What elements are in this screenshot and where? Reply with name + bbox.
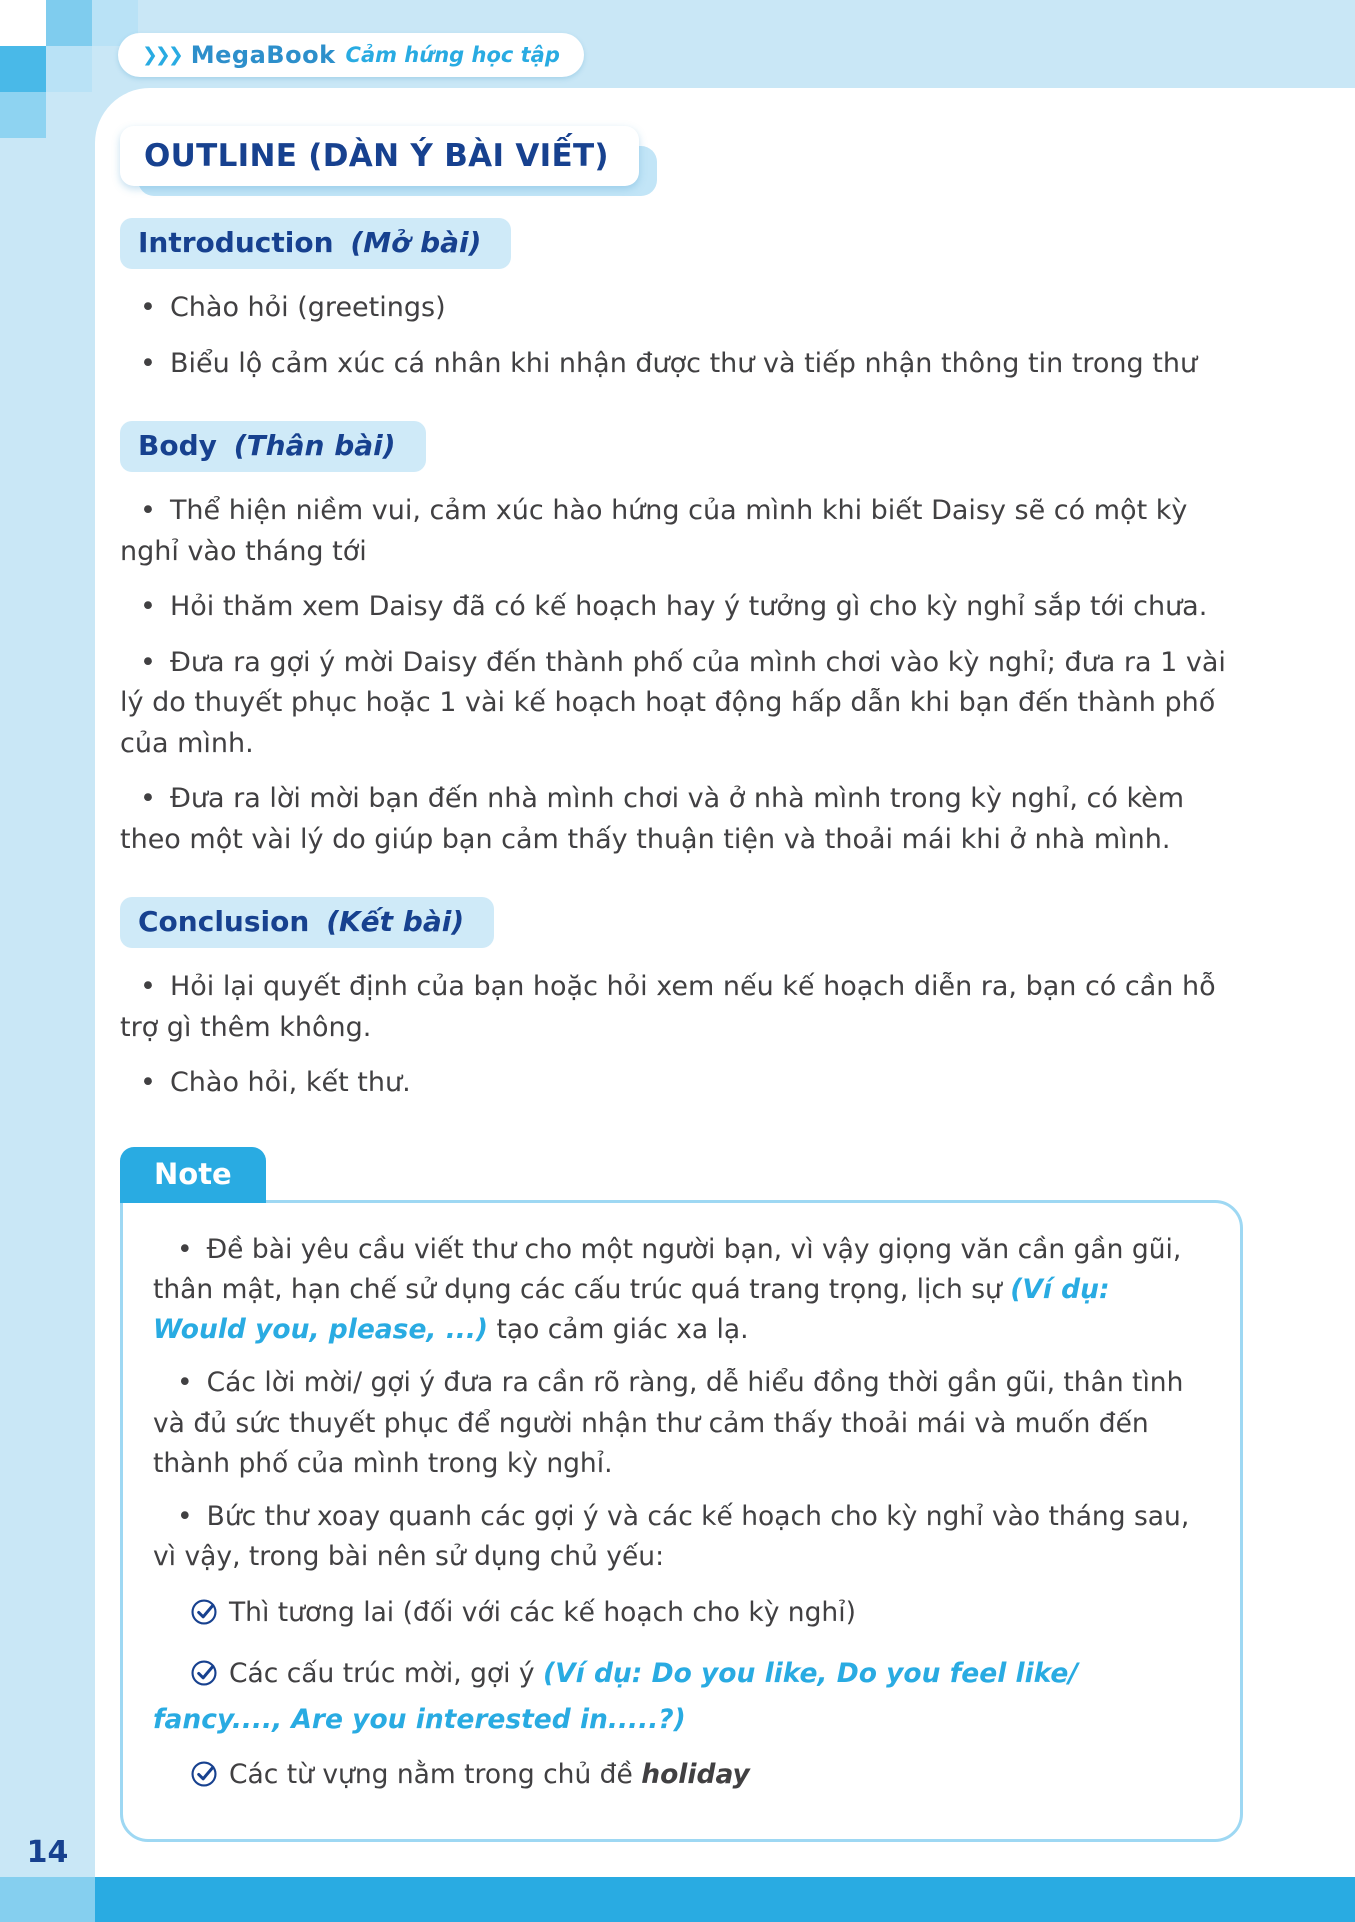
note-bullet xyxy=(153,1230,1206,1351)
bullet-dot: • xyxy=(140,347,156,379)
checklist-text: Thì tương lai (đối với các kế hoạch cho kỳ nghỉ) xyxy=(229,1596,856,1628)
page-sheet xyxy=(95,88,1355,1877)
bullet-dot: • xyxy=(140,591,156,622)
bottom-bar xyxy=(95,1877,1355,1922)
outline-title-block xyxy=(120,126,639,186)
outline-title xyxy=(120,126,639,186)
section-heading-body xyxy=(120,421,426,472)
outline-bullet xyxy=(120,491,1243,572)
check-circle-icon xyxy=(171,1759,219,1801)
checklist-text: Các từ vựng nằm trong chủ đề holiday xyxy=(229,1759,750,1791)
bullet-text: Hỏi thăm xem Daisy đã có kế hoạch hay ý tưởng gì cho kỳ nghỉ sắp tới chưa. xyxy=(169,591,1208,622)
bullet-dot: • xyxy=(140,783,156,814)
checklist-item xyxy=(153,1755,1206,1801)
decorative-square xyxy=(0,0,46,46)
section-label-vietnamese: (Thân bài) xyxy=(233,429,396,462)
outline-title-text: OUTLINE (DÀN Ý BÀI VIẾT) xyxy=(144,138,609,174)
note-tab-label: Note xyxy=(154,1156,232,1191)
page-number: 14 xyxy=(26,1835,69,1870)
section-heading-introduction xyxy=(120,218,511,269)
checklist-item xyxy=(153,1593,1206,1639)
bullet-text: Thể hiện niềm vui, cảm xúc hào hứng của mình khi biết Daisy sẽ có một kỳ nghỉ vào tháng tới xyxy=(120,495,1188,567)
outline-bullet xyxy=(120,288,1243,329)
checklist-item xyxy=(153,1654,1206,1741)
decorative-square xyxy=(0,92,46,138)
megabook-logo-icon: ❯❯❯ xyxy=(142,44,181,66)
outline-bullet xyxy=(120,344,1243,385)
bullet-dot: • xyxy=(177,1367,193,1399)
brand-name: MegaBook xyxy=(190,41,336,69)
section-heading-conclusion xyxy=(120,897,494,948)
section-label: Body xyxy=(138,429,217,462)
bullet-dot: • xyxy=(177,1233,193,1265)
bullet-text: Bức thư xoay quanh các gợi ý và các kế hoạch cho kỳ nghỉ vào tháng sau, vì vậy, trong bài nên sử dụng chủ yếu: xyxy=(153,1501,1190,1573)
outline-bullet xyxy=(120,587,1243,628)
decorative-square xyxy=(46,0,92,46)
decorative-square xyxy=(0,46,46,92)
check-circle-icon xyxy=(171,1597,219,1639)
bullet-dot: • xyxy=(140,971,156,1002)
outline-bullet xyxy=(120,779,1243,860)
section-label-vietnamese: (Kết bài) xyxy=(326,905,465,938)
bullet-text: Hỏi lại quyết định của bạn hoặc hỏi xem nếu kế hoạch diễn ra, bạn có cần hỗ trợ gì thêm không. xyxy=(120,971,1216,1043)
section-label: Introduction xyxy=(138,226,334,259)
bullet-text: Biểu lộ cảm xúc cá nhân khi nhận được thư và tiếp nhận thông tin trong thư xyxy=(169,347,1198,379)
brand-badge xyxy=(118,33,584,77)
bullet-text: Các lời mời/ gợi ý đưa ra cần rõ ràng, dễ hiểu đồng thời gần gũi, thân tình và đủ sức thuyết phục để người nhận thư cảm thấy thoải mái và muốn đến thành phố của mình trong kỳ nghỉ. xyxy=(153,1367,1184,1479)
bullet-text: Đề bài yêu cầu viết thư cho một người bạn, vì vậy giọng văn cần gần gũi, thân mật, hạn chế sử dụng các cấu trúc quá trang trọng, lịch sự (Ví dụ: Would you, please, ...) tạo cảm giác xa lạ. xyxy=(153,1233,1182,1346)
bottom-corner-block xyxy=(0,1877,95,1922)
checklist-text: Các cấu trúc mời, gợi ý (Ví dụ: Do you like, Do you feel like/ fancy...., Are you interested in.....?) xyxy=(153,1657,1078,1736)
note-bullet xyxy=(153,1497,1206,1578)
bullet-dot: • xyxy=(140,495,156,526)
bullet-text: Đưa ra gợi ý mời Daisy đến thành phố của mình chơi vào kỳ nghỉ; đưa ra 1 vài lý do thuyết phục hoặc 1 vài kế hoạch hoạt động hấp dẫn khi bạn đến thành phố của mình. xyxy=(120,646,1226,759)
check-circle-icon xyxy=(171,1658,219,1700)
bullet-text: Đưa ra lời mời bạn đến nhà mình chơi và ở nhà mình trong kỳ nghỉ, có kèm theo một vài lý do giúp bạn cảm thấy thuận tiện và thoải mái khi ở nhà mình. xyxy=(120,783,1185,855)
note-tab xyxy=(120,1147,266,1203)
bullet-text: Chào hỏi, kết thư. xyxy=(169,1067,411,1098)
note-bullet xyxy=(153,1363,1206,1484)
decorative-square xyxy=(46,46,92,92)
note-box xyxy=(120,1200,1243,1842)
bullet-dot: • xyxy=(140,292,156,323)
outline-bullet xyxy=(120,1063,1243,1104)
bullet-dot: • xyxy=(177,1501,193,1533)
section-label-vietnamese: (Mở bài) xyxy=(350,226,482,259)
section-label: Conclusion xyxy=(138,905,310,938)
bullet-dot: • xyxy=(140,1067,156,1098)
bullet-dot: • xyxy=(140,646,156,678)
outline-bullet xyxy=(120,967,1243,1048)
outline-bullet xyxy=(120,643,1243,765)
bullet-text: Chào hỏi (greetings) xyxy=(169,292,446,323)
brand-tagline: Cảm hứng học tập xyxy=(345,43,560,67)
